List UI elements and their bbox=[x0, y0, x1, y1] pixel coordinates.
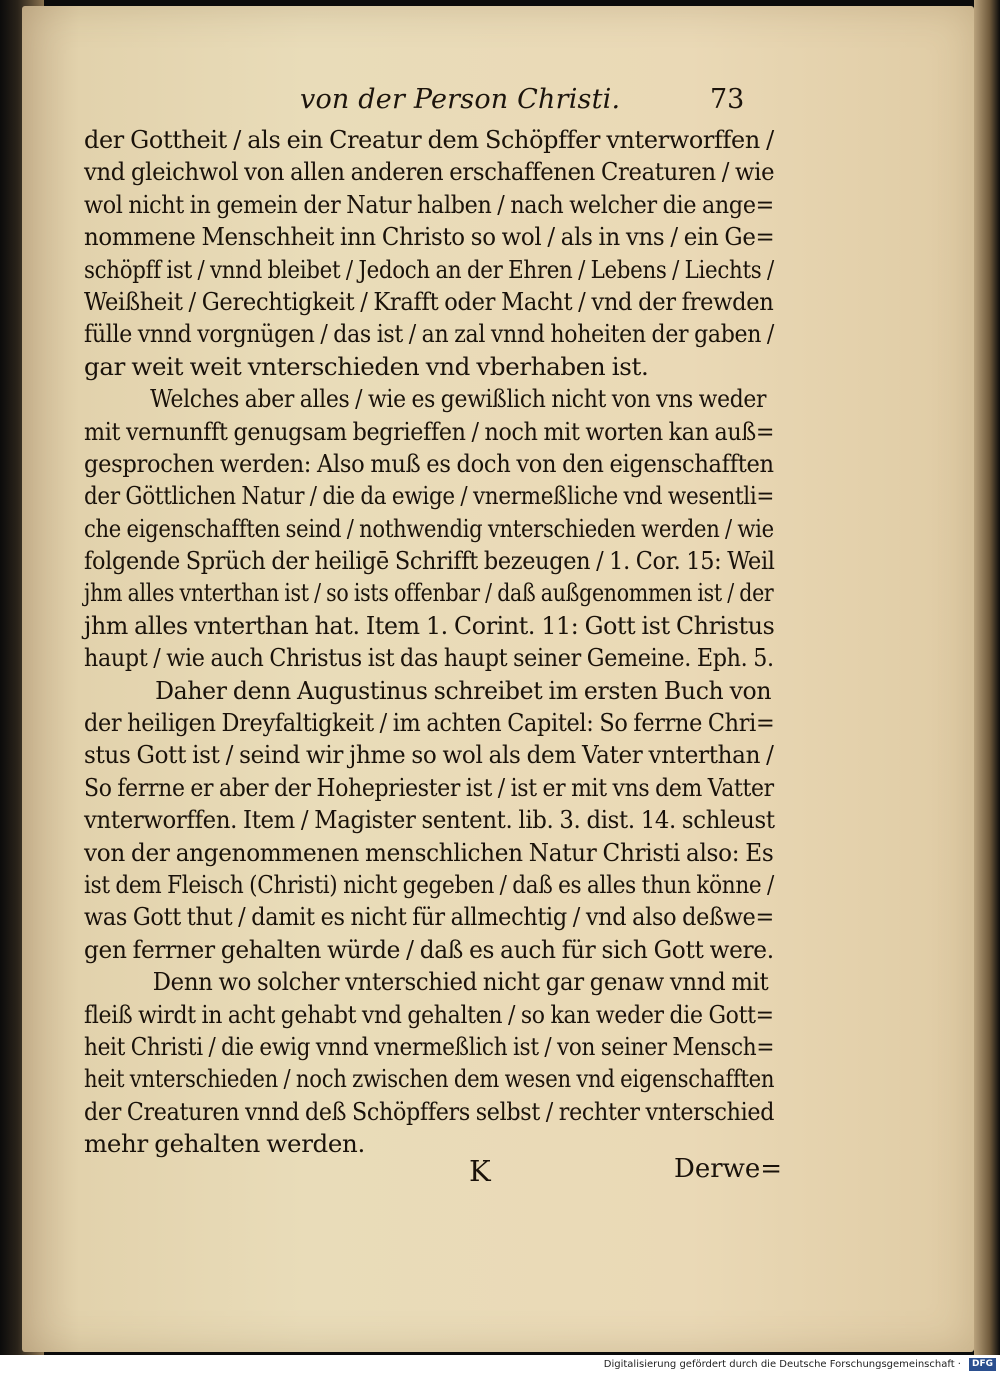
running-head bbox=[82, 84, 782, 118]
text-line: was Gott thut / damit es nicht für allmechtig / vnd also deßwe= bbox=[84, 902, 774, 932]
paragraph-start-line: Daher denn Augustinus schreibet im ersten Buch von bbox=[155, 675, 772, 705]
running-head-title: von der Person Christi. bbox=[300, 84, 621, 115]
text-line: der Göttlichen Natur / die da ewige / vnermeßliche vnd wesentli= bbox=[84, 481, 775, 511]
book-page bbox=[22, 6, 974, 1352]
page-edge-shadow bbox=[974, 0, 1000, 1355]
text-line: von der angenommenen menschlichen Natur Christi also: Es bbox=[84, 837, 774, 867]
text-line: heit Christi / die ewig vnnd vnermeßlich ist / von seiner Mensch= bbox=[84, 1031, 775, 1061]
text-line: wol nicht in gemein der Natur halben / nach welcher die ange= bbox=[84, 189, 774, 219]
funding-credit: Digitalisierung gefördert durch die Deutsche Forschungsgemeinschaft · bbox=[603, 1358, 961, 1370]
text-line: Weißheit / Gerechtigkeit / Krafft oder Macht / vnd der frewden bbox=[84, 286, 774, 316]
text-line: jhm alles vnterthan ist / so ists offenbar / daß außgenommen ist / der bbox=[84, 578, 774, 608]
dfg-logo: DFG bbox=[969, 1358, 996, 1371]
text-line: So ferrne er aber der Hohepriester ist / ist er mit vns dem Vatter bbox=[84, 772, 774, 802]
text-line: vnd gleichwol von allen anderen erschaffenen Creaturen / wie bbox=[84, 157, 775, 187]
text-line: gesprochen werden: Also muß es doch von den eigenschafften bbox=[84, 448, 774, 478]
catchword: Derwe= bbox=[674, 1154, 783, 1184]
text-line: mit vernunfft genugsam begrieffen / noch mit worten kan auß= bbox=[84, 416, 775, 446]
paragraph-start-line: Welches aber alles / wie es gewißlich nicht von vns weder bbox=[150, 384, 767, 414]
text-line: vnterworffen. Item / Magister sentent. lib. 3. dist. 14. schleust bbox=[84, 805, 775, 835]
text-line: stus Gott ist / seind wir jhme so wol als dem Vater vnterthan / bbox=[84, 740, 774, 770]
text-line: haupt / wie auch Christus ist das haupt seiner Gemeine. Eph. 5. bbox=[84, 643, 774, 673]
page-foot bbox=[84, 1154, 783, 1194]
text-line: heit vnterschieden / noch zwischen dem wesen vnd eigenschafften bbox=[84, 1064, 775, 1094]
page-number: 73 bbox=[710, 84, 745, 115]
text-line: gen ferrner gehalten würde / daß es auch für sich Gott were. bbox=[84, 934, 774, 964]
text-line: gar weit weit vnterschieden vnd vberhaben ist. bbox=[84, 351, 649, 381]
text-line: fleiß wirdt in acht gehabt vnd gehalten / so kan weder die Gott= bbox=[84, 999, 774, 1029]
text-line: der Creaturen vnnd deß Schöpffers selbst / rechter vnterschied bbox=[84, 1096, 775, 1126]
text-line: der heiligen Dreyfaltigkeit / im achten Capitel: So ferrne Chri= bbox=[84, 708, 775, 738]
text-line: folgende Sprüch der heiligē Schrifft bezeugen / 1. Cor. 15: Weil bbox=[84, 546, 775, 576]
text-line: der Gottheit / als ein Creatur dem Schöpffer vnterworffen / bbox=[84, 125, 774, 154]
funding-footer bbox=[0, 1355, 1000, 1373]
text-line: schöpff ist / vnnd bleibet / Jedoch an der Ehren / Lebens / Liechts / bbox=[84, 254, 774, 284]
text-line: mehr gehalten werden. bbox=[84, 1129, 365, 1159]
text-line: che eigenschafften seind / nothwendig vnterschieden werden / wie bbox=[84, 513, 774, 543]
text-line: jhm alles vnterthan hat. Item 1. Corint. 11: Gott ist Christus bbox=[84, 610, 775, 640]
paragraph-start-line: Denn wo solcher vnterschied nicht gar genaw vnnd mit bbox=[152, 967, 769, 997]
body-text bbox=[84, 124, 774, 1161]
text-line: fülle vnnd vorgnügen / das ist / an zal vnnd hoheiten der gaben / bbox=[84, 319, 775, 349]
signature-mark: K bbox=[469, 1154, 491, 1188]
text-line: nommene Menschheit inn Christo so wol / als in vns / ein Ge= bbox=[84, 222, 775, 252]
text-line: ist dem Fleisch (Christi) nicht gegeben / daß es alles thun könne / bbox=[84, 869, 774, 899]
